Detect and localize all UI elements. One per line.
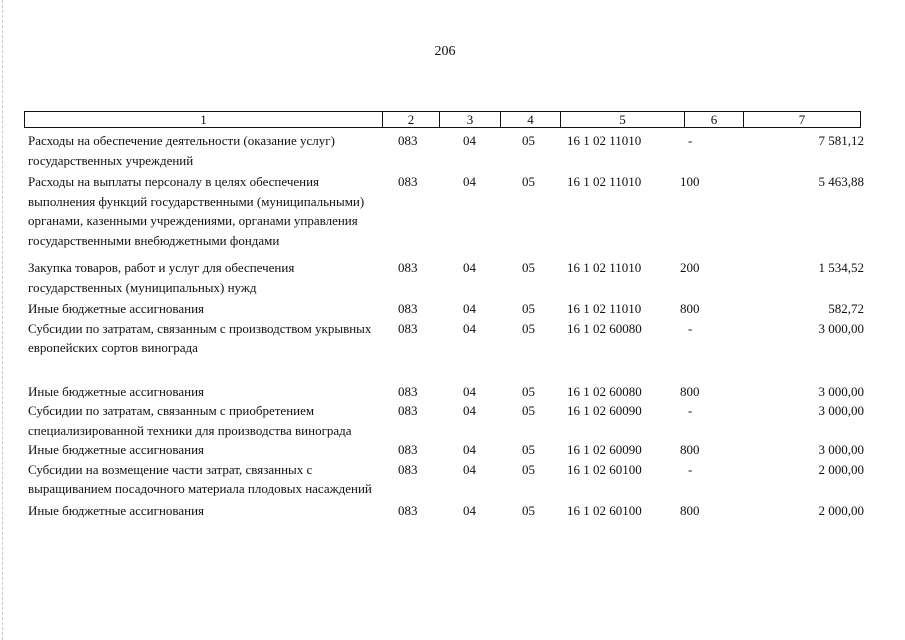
row-col-7: 5 463,88 (818, 174, 864, 189)
table-row (24, 401, 864, 440)
header-col-7: 7 (798, 112, 806, 127)
row-col-7: 582,72 (828, 301, 864, 316)
table-header (24, 111, 861, 128)
table-row (24, 319, 864, 358)
row-name: Расходы на обеспечение деятельности (оказание услуг) государственных учреждений (28, 133, 335, 168)
row-col-5: 16 1 02 60090 (567, 442, 642, 457)
table-row (24, 299, 864, 319)
row-col-3: 04 (463, 133, 476, 148)
page-number: 206 (434, 44, 456, 59)
row-col-5: 16 1 02 11010 (567, 260, 642, 275)
row-col-2: 083 (398, 403, 418, 418)
row-name: Субсидии по затратам, связанным с приобретением специализированной техники для производства винограда (28, 403, 352, 438)
row-col-3: 04 (463, 301, 476, 316)
row-col-4: 05 (522, 442, 535, 457)
table-row (24, 382, 864, 402)
row-col-3: 04 (463, 461, 476, 477)
row-col-2: 083 (398, 133, 418, 148)
header-col-6: 6 (685, 112, 744, 127)
row-col-7: 3 000,00 (818, 442, 864, 457)
table-body (24, 131, 864, 520)
row-col-6: - (688, 403, 693, 418)
row-name: Расходы на выплаты персоналу в целях обеспечения выполнения функций государственными (муниципальными) органами, казенными учреждениями, органами управления государственными внебюджетными фондами (28, 174, 365, 248)
row-col-2: 083 (398, 461, 418, 477)
row-col-4: 05 (522, 174, 535, 189)
row-col-6: - (688, 133, 693, 148)
row-col-2: 083 (398, 320, 418, 336)
row-col-2: 083 (398, 301, 418, 316)
row-col-6: - (688, 320, 693, 336)
row-col-7: 3 000,00 (818, 383, 864, 399)
row-col-2: 083 (398, 174, 418, 189)
row-col-4: 05 (522, 383, 535, 399)
header-col-1: 1 (25, 112, 383, 127)
row-name: Субсидии на возмещение части затрат, связанных с выращиванием посадочного материала плодовых насаждений (28, 461, 372, 496)
row-col-7: 3 000,00 (818, 320, 864, 336)
header-col-5: 5 (561, 112, 685, 127)
row-col-4: 05 (522, 502, 535, 518)
table-row (24, 172, 864, 250)
row-col-3: 04 (463, 320, 476, 336)
row-col-3: 04 (463, 174, 476, 189)
row-col-6: 800 (680, 442, 700, 457)
row-col-7: 2 000,00 (818, 502, 864, 518)
row-col-6: 200 (680, 260, 700, 275)
row-col-6: 800 (680, 301, 700, 316)
row-col-5: 16 1 02 11010 (567, 301, 642, 316)
table-row (24, 440, 864, 460)
table-row (24, 258, 864, 297)
row-col-4: 05 (522, 320, 535, 336)
row-col-6: - (688, 461, 693, 477)
row-col-6: 800 (680, 502, 700, 518)
header-col-3: 3 (440, 112, 501, 127)
row-col-2: 083 (398, 260, 418, 275)
row-col-2: 083 (398, 383, 418, 399)
row-col-4: 05 (522, 260, 535, 275)
row-col-2: 083 (398, 442, 418, 457)
row-col-7: 7 581,12 (818, 133, 864, 148)
header-col-4: 4 (501, 112, 561, 127)
row-col-4: 05 (522, 461, 535, 477)
row-col-3: 04 (463, 403, 476, 418)
row-name: Иные бюджетные ассигнования (28, 301, 205, 316)
row-col-7: 1 534,52 (818, 260, 864, 275)
row-name: Субсидии по затратам, связанным с производством укрывных европейских сортов винограда (28, 320, 372, 355)
row-col-4: 05 (522, 403, 535, 418)
row-col-7: 3 000,00 (818, 403, 864, 418)
row-col-4: 05 (522, 301, 535, 316)
row-col-6: 100 (680, 174, 700, 189)
row-col-5: 16 1 02 60090 (567, 403, 642, 418)
row-name: Иные бюджетные ассигнования (28, 442, 205, 457)
row-col-5: 16 1 02 60100 (567, 502, 642, 518)
row-col-3: 04 (463, 442, 476, 457)
header-col-2: 2 (383, 112, 440, 127)
row-col-2: 083 (398, 502, 418, 518)
row-name: Иные бюджетные ассигнования (28, 383, 205, 399)
row-col-5: 16 1 02 60080 (567, 383, 642, 399)
table-row (24, 131, 864, 170)
row-col-5: 16 1 02 11010 (567, 133, 642, 148)
row-col-5: 16 1 02 60080 (567, 320, 642, 336)
row-col-7: 2 000,00 (818, 461, 864, 477)
table-row (24, 501, 864, 521)
row-col-3: 04 (463, 260, 476, 275)
table-row (24, 460, 864, 499)
row-col-5: 16 1 02 60100 (567, 461, 642, 477)
row-col-4: 05 (522, 133, 535, 148)
row-name: Иные бюджетные ассигнования (28, 502, 205, 518)
row-col-6: 800 (680, 383, 700, 399)
margin-line (2, 0, 3, 640)
row-name: Закупка товаров, работ и услуг для обеспечения государственных (муниципальных) нужд (28, 260, 295, 295)
row-col-3: 04 (463, 383, 476, 399)
row-col-5: 16 1 02 11010 (567, 174, 642, 189)
row-col-3: 04 (463, 502, 476, 518)
